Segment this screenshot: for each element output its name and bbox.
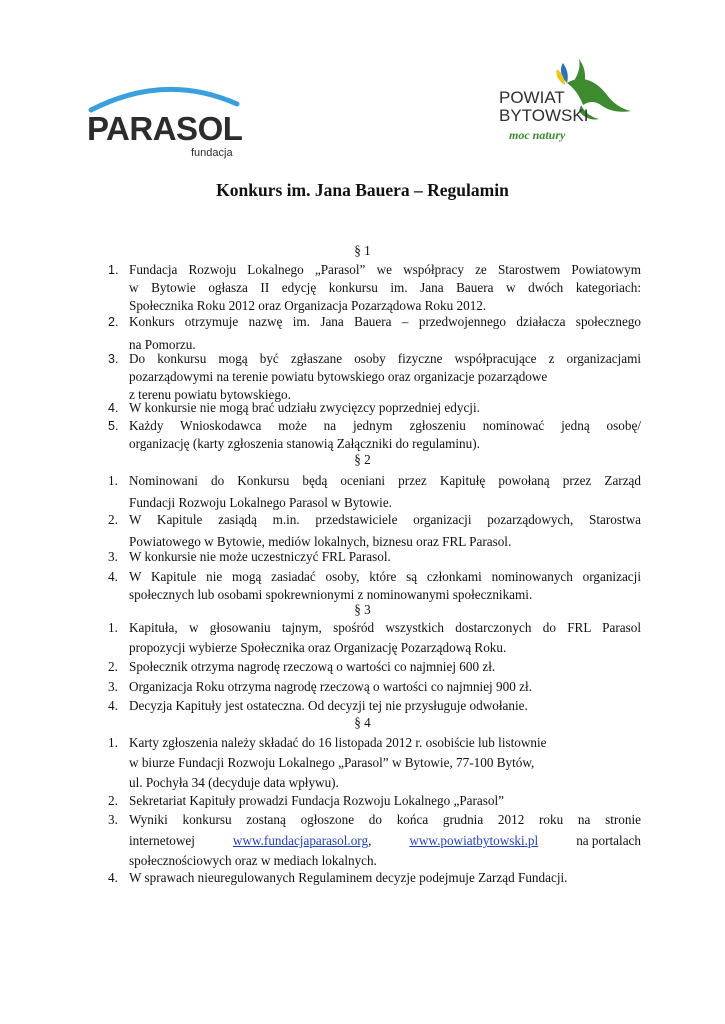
section-1-item-1: 1. Fundacja Rozwoju Lokalnego „Parasol” we współpracy ze Starostwem Powiatowym w Bytowie ogłasza II edycję konkursu im. Jana Bauera w dwóch kategoriach: Społecznika Roku 2012 oraz Organizacja Pozarządowa Roku 2012. bbox=[108, 262, 641, 313]
section-4-item-4: 4. W sprawach nieuregulowanych Regulaminem decyzje podejmuje Zarząd Fundacji. bbox=[108, 870, 568, 885]
section-3-heading: § 3 bbox=[354, 602, 371, 617]
powiat-bytowski-logo bbox=[495, 55, 635, 150]
section-3-item-1: 1. Kapituła, w głosowaniu tajnym, spośród wszystkich dostarczonych do FRL Parasol propozycji wybierze Społecznika oraz Organizację Pozarządową Roku. bbox=[108, 620, 641, 655]
parasol-logo bbox=[85, 80, 245, 165]
section-4-heading: § 4 bbox=[354, 715, 371, 730]
section-1-item-3: 3. Do konkursu mogą być zgłaszane osoby fizyczne współpracujące z organizacjami pozarządowymi na terenie powiatu bytowskiego oraz organizacje pozarządowe z terenu powiatu bytowskiego. bbox=[108, 351, 641, 402]
powiat-logo-line2: BYTOWSKI bbox=[499, 106, 589, 125]
section-2-item-4: 4. W Kapitule nie mogą zasiadać osoby, które są członkami nominowanych organizacji społecznych lub osobami spokrewnionymi z nominowanymi społecznikami. bbox=[108, 569, 641, 602]
section-2-item-3: 3. W konkursie nie może uczestniczyć FRL Parasol. bbox=[108, 549, 391, 564]
links-line: internetowej www.fundacjaparasol.org, www.powiatbytowski.pl na portalach bbox=[129, 833, 641, 848]
parasol-arc bbox=[91, 89, 237, 110]
section-3-item-2: 2. Społecznik otrzyma nagrodę rzeczową o wartości co najmniej 600 zł. bbox=[108, 659, 496, 674]
document-title: Konkurs im. Jana Bauera – Regulamin bbox=[216, 180, 509, 200]
powiat-logo-line1: POWIAT bbox=[499, 88, 565, 107]
section-1-item-4: 4. W konkursie nie mogą brać udziału zwycięzcy poprzedniej edycji. bbox=[108, 400, 480, 415]
section-4-item-2: 2. Sekretariat Kapituły prowadzi Fundacja Rozwoju Lokalnego „Parasol” bbox=[108, 793, 504, 808]
section-4-item-1: 1. Karty zgłoszenia należy składać do 16 listopada 2012 r. osobiście lub listownie w biurze Fundacji Rozwoju Lokalnego „Parasol” w Bytowie, 77-100 Bytów, ul. Pochyła 34 (decyduje data wpływu). bbox=[108, 735, 547, 790]
link-powiatbytowski[interactable]: www.powiatbytowski.pl bbox=[409, 833, 539, 848]
link-fundacjaparasol[interactable]: www.fundacjaparasol.org bbox=[232, 833, 369, 848]
section-1-item-5: 5. Każdy Wnioskodawca może na jednym zgłoszeniu nominować jedną osobę/ organizację (karty zgłoszenia stanowią Załączniki do regulaminu). bbox=[108, 418, 641, 451]
section-3-item-4: 4. Decyzja Kapituły jest ostateczna. Od decyzji tej nie przysługuje odwołanie. bbox=[108, 698, 528, 713]
section-2-item-1: 1. Nominowani do Konkursu będą oceniani przez Kapitułę powołaną przez Zarząd Fundacji Rozwoju Lokalnego Parasol w Bytowie. bbox=[108, 473, 641, 510]
section-2-item-2: 2. W Kapitule zasiądą m.in. przedstawiciele organizacji pozarządowych, Starostwa Powiatowego w Bytowie, mediów lokalnych, biznesu oraz FRL Parasol. bbox=[108, 512, 641, 549]
parasol-logo-sub: fundacja bbox=[191, 147, 233, 159]
section-3-item-3: 3. Organizacja Roku otrzyma nagrodę rzeczową o wartości co najmniej 900 zł. bbox=[108, 679, 532, 694]
section-1-item-2: 2. Konkurs otrzymuje nazwę im. Jana Bauera – przedwojennego działacza społecznego na Pomorzu. bbox=[108, 314, 641, 352]
section-2-heading: § 2 bbox=[354, 452, 371, 467]
powiat-logo-tagline: moc natury bbox=[509, 128, 566, 142]
parasol-logo-word: PARASOL bbox=[87, 110, 243, 147]
section-1-heading: § 1 bbox=[354, 243, 371, 258]
section-4-item-3: 3. Wyniki konkursu zostaną ogłoszone do końca grudnia 2012 roku na stronie internetowej www.fundacjaparasol.org, www.powiatbytowski.pl na portalach społecznościowych oraz w mediach lokalnych. bbox=[108, 812, 641, 868]
